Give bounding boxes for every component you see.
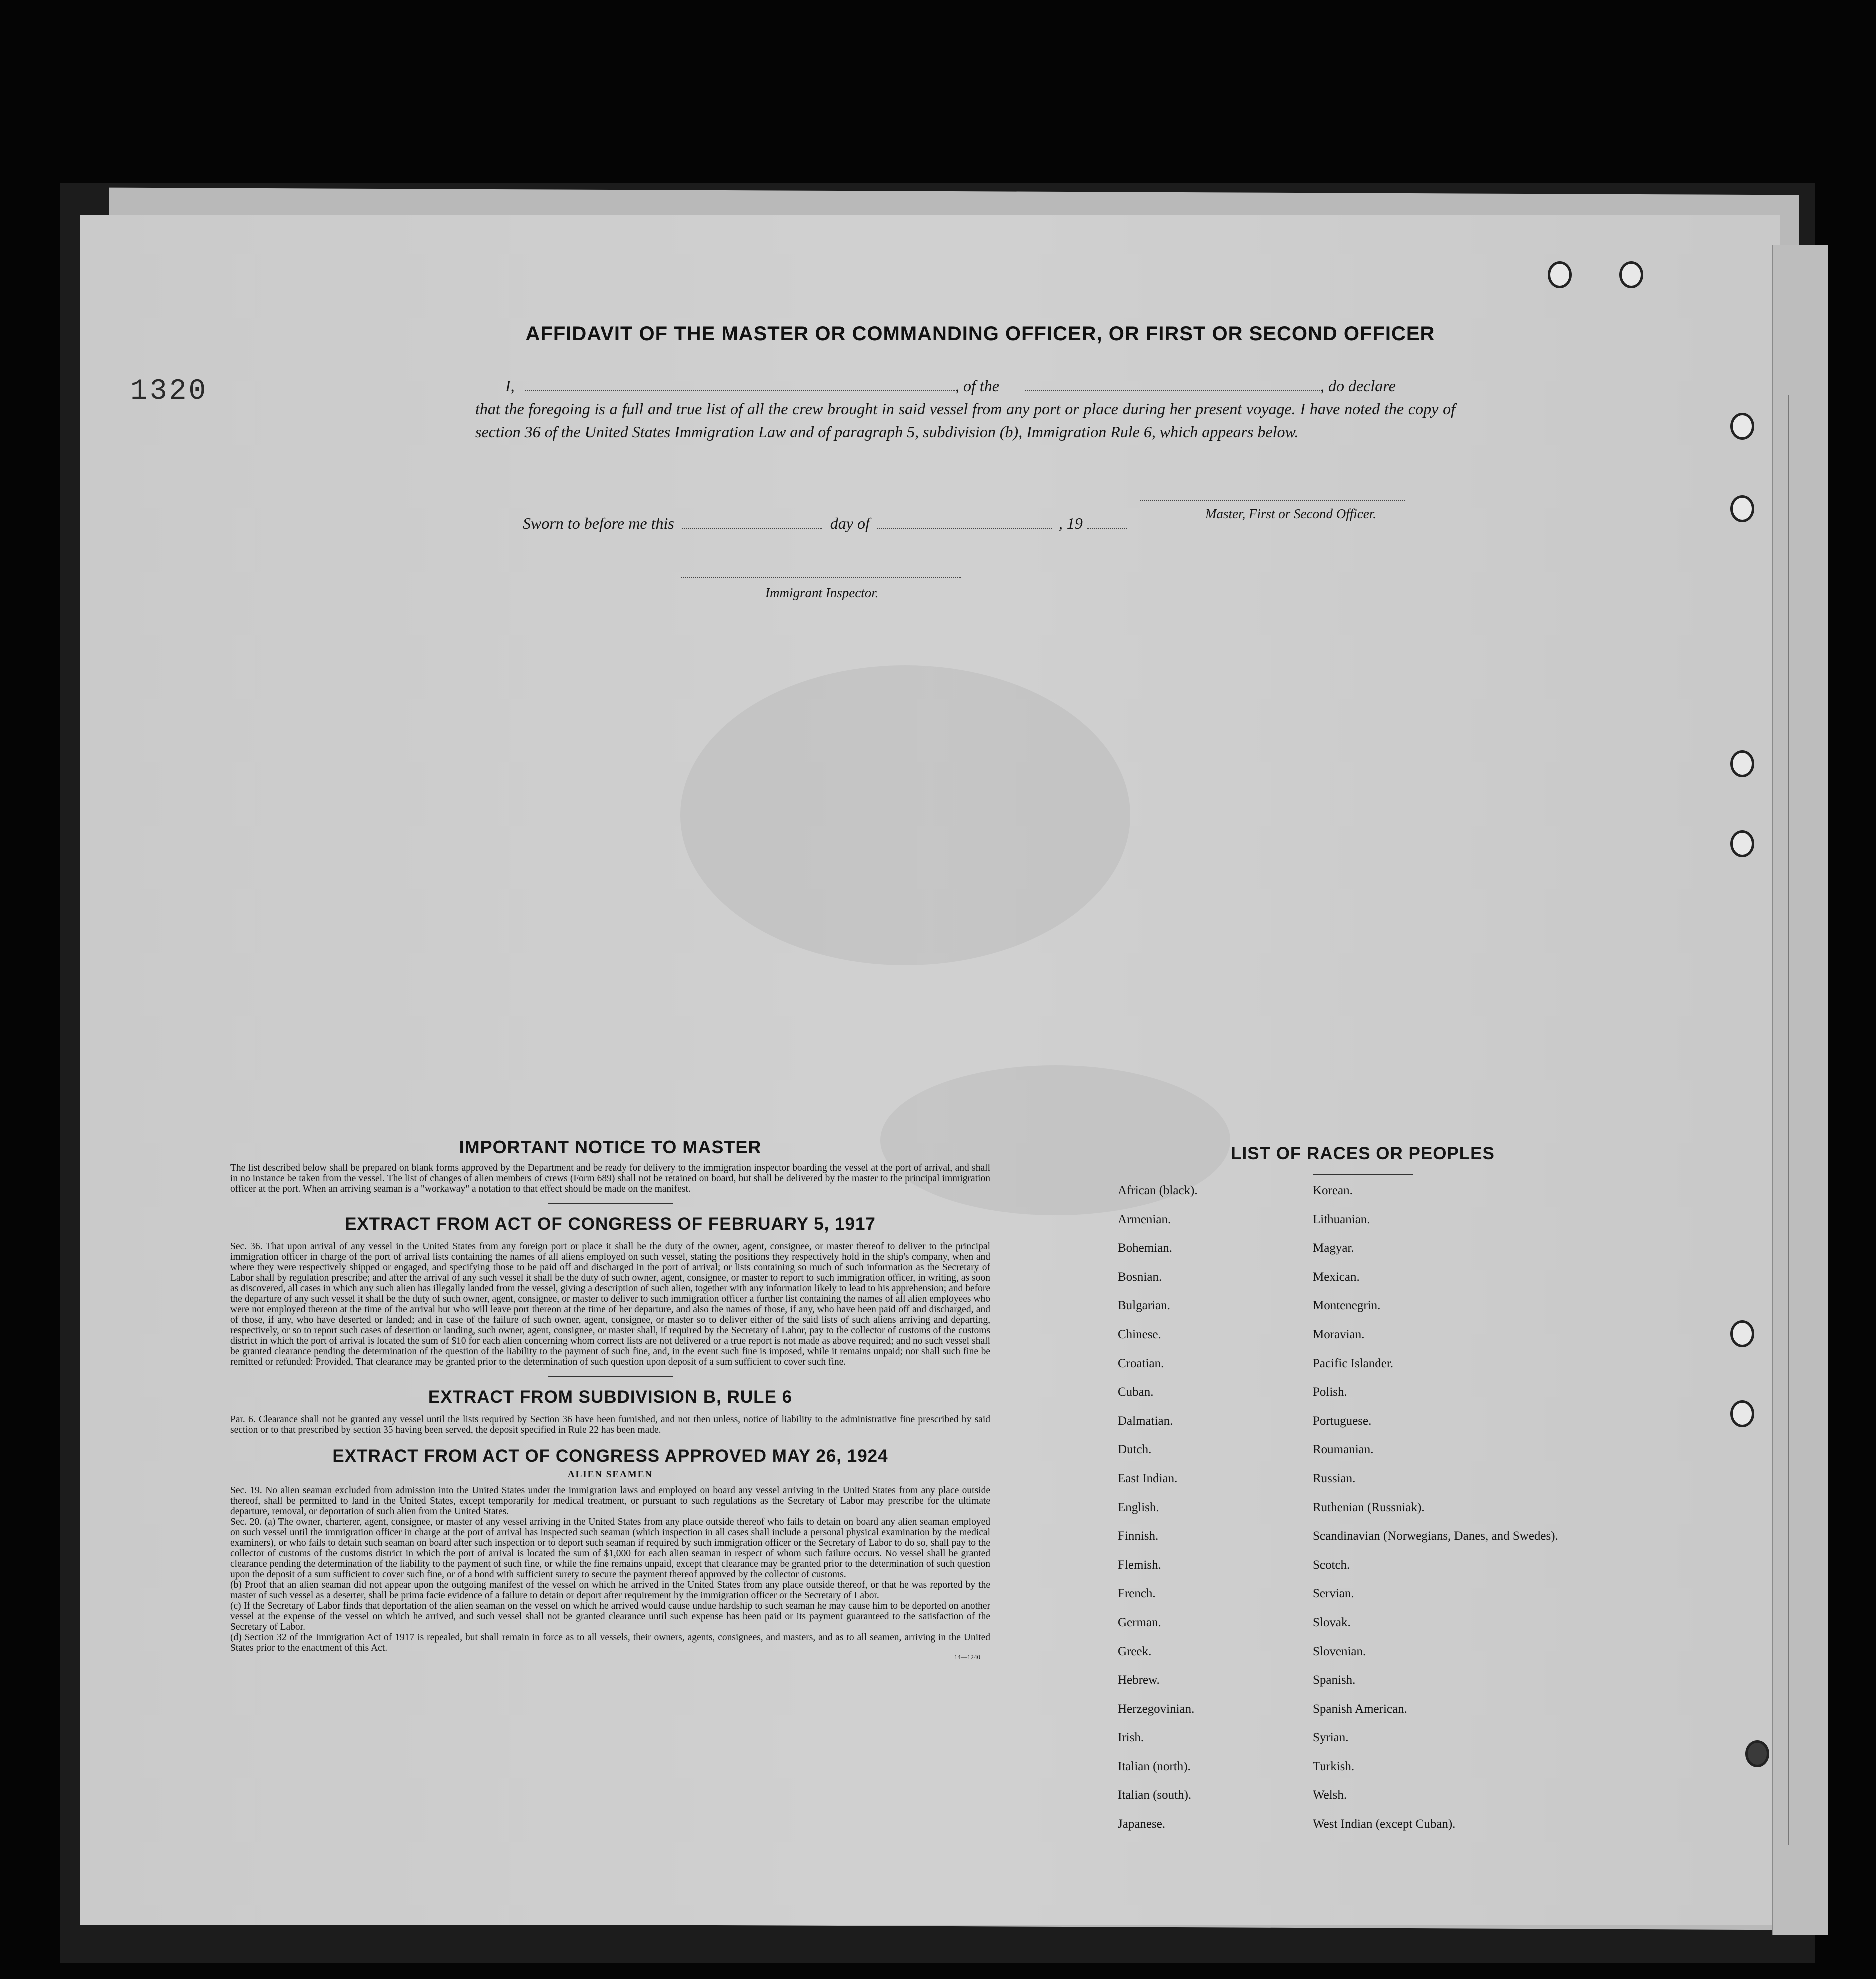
vessel-name-field[interactable] — [1025, 377, 1320, 391]
race-item: Welsh. — [1313, 1788, 1347, 1802]
punch-hole — [1548, 261, 1572, 288]
day-of-text: day of — [830, 514, 870, 532]
extract-1924-sec20a: Sec. 20. (a) The owner, charterer, agent, consignee, or master of any vessel arriving in the United States from any place outside thereof who fails to detain on board any alien seaman employed on such vessel until the immigration officer in charge at the port of arrival has inspected such seaman (which inspection in all cases shall include a personal physical examination by the medical examiners), or who fails to detain such seaman on board after such inspection or to deport such seaman if required by such immigration officer or the Secretary of Labor to do so, shall pay to the collector of customs of the customs district in which the port of arrival is located the sum of $1,000 for each alien seaman in respect of whom such failure occurs. No vessel shall be granted clearance pending the determination of the liability to the payment of such fine, or while the fine remains unpaid, except that clearance may be granted prior to the determination of such question upon the deposit of a sum sufficient to cover such fine, or of a bond with sufficient surety to secure the payment thereof approved by the collector of customs. — [230, 1517, 990, 1580]
race-item: Spanish. — [1313, 1673, 1356, 1687]
section-divider — [548, 1203, 673, 1204]
inspector-signature-line[interactable] — [681, 576, 961, 578]
race-item: Dalmatian. — [1118, 1414, 1173, 1428]
race-item: Italian (south). — [1118, 1788, 1192, 1802]
year-prefix: , 19 — [1058, 514, 1083, 532]
race-item: French. — [1118, 1587, 1156, 1601]
race-item: Flemish. — [1118, 1558, 1161, 1572]
race-item: West Indian (except Cuban). — [1313, 1817, 1456, 1831]
paper-stain — [680, 665, 1130, 965]
section-divider — [548, 1376, 673, 1377]
race-item: Bulgarian. — [1118, 1299, 1170, 1313]
race-item: Italian (north). — [1118, 1759, 1191, 1773]
notice-text: The list described below shall be prepared on blank forms approved by the Department and be ready for delivery to the immigration inspector boarding the vessel at the port of arrival, and shall in no instance be taken from the vessel. The list of changes of alien members of crews (Form 689) shall not be retained on board, but shall be delivered by the master to the principal immigration officer at the port. When an arriving seaman is a "workaway" a notation to that effect should be made on the manifest. — [230, 1163, 990, 1194]
race-item: Scotch. — [1313, 1558, 1350, 1572]
races-divider — [1313, 1174, 1413, 1175]
race-item: Syrian. — [1313, 1731, 1349, 1745]
declaration-line — [505, 374, 1455, 397]
race-item: Slovak. — [1313, 1615, 1351, 1629]
punch-hole — [1619, 261, 1643, 288]
races-columns — [1100, 1184, 1625, 1846]
race-item: Scandinavian (Norwegians, Danes, and Swedes). — [1313, 1529, 1558, 1543]
race-item: Pacific Islander. — [1313, 1356, 1394, 1370]
race-item: Cuban. — [1118, 1385, 1154, 1399]
race-item: Hebrew. — [1118, 1673, 1160, 1687]
race-item: Lithuanian. — [1313, 1212, 1370, 1226]
sworn-month-field[interactable] — [877, 515, 1052, 529]
race-item: Russian. — [1313, 1471, 1356, 1485]
race-item: Greek. — [1118, 1644, 1152, 1658]
race-item: Slovenian. — [1313, 1644, 1366, 1658]
extract-1924-sec20b: (b) Proof that an alien seaman did not appear upon the outgoing manifest of the vessel on which he arrived in the United States from any place outside thereof, or that he was reported by the master of such vessel as a deserter, shall be prima facie evidence of a failure to detain or deport after requirement by the immigration officer or the Secretary of Labor. — [230, 1580, 990, 1601]
right-page-edge — [1772, 245, 1828, 1935]
race-item: East Indian. — [1118, 1471, 1178, 1485]
races-left-column — [1100, 1184, 1313, 1846]
extract-1924-title: EXTRACT FROM ACT OF CONGRESS APPROVED MAY 26, 1924 — [332, 1446, 888, 1466]
race-item: Japanese. — [1118, 1817, 1166, 1831]
punch-hole — [1730, 495, 1754, 522]
race-item: German. — [1118, 1615, 1161, 1629]
alien-seamen-subhead: ALIEN SEAMEN — [567, 1469, 653, 1480]
extract-1917-text: Sec. 36. That upon arrival of any vessel in the United States from any foreign port or place it shall be the duty of the owner, agent, consignee, or master thereof to deliver to the principal immigration officer in charge of the port of arrival lists containing the names of all aliens employed on such vessel, stating the positions they respectively hold in the ship's company, when and where they were respectively shipped or engaged, and specifying those to be paid off and discharged in the port of arrival; or lists containing so much of such information as the Secretary of Labor shall by regulation prescribe; and after the arrival of any such vessel it shall be the duty of such owner, agent, consignee, or master to report to such immigration officer, in writing, as soon as discovered, all cases in which any such alien has illegally landed from the vessel, giving a description of such alien, together with any information likely to lead to his apprehension; and before the departure of any such vessel it shall be the duty of such owner, agent, consignee, or master to deliver to such immigration officer a further list containing the names of all alien employees who were not employed thereon at the time of the arrival but who will leave port thereon at the time of her departure, and also the names of those, if any, who have been paid off and discharged, and of those, if any, who have deserted or landed; and in case of the failure of such owner, agent, consignee, or master so to deliver either of the said lists of such aliens arriving and departing, respectively, or so to report such cases of desertion or landing, such owner, agent, consignee, or master shall, if required by the Secretary of Labor, pay to the collector of customs of the customs district in which the port of arrival is located the sum of $10 for each alien concerning whom correct lists are not delivered or a true report is not made as above required; and no such vessel shall be granted clearance pending the determination of the question of the liability to the payment of such fine, and, in the event such fine is imposed, while it remains unpaid; nor shall such fine be remitted or refunded: Provided, That clearance may be granted prior to the determination of such question upon deposit of a sum sufficient to cover such fine. — [230, 1241, 990, 1367]
affidavit-statement: that the foregoing is a full and true list of all the crew brought in said vessel from any port or place during her present voyage. I have noted the copy of section 36 of the United States Immigration Law and of paragraph 5, subdivision (b), Immigration Rule 6, which appears below. — [475, 400, 1455, 441]
race-item: Spanish American. — [1313, 1702, 1407, 1716]
of-the-text: , of the — [955, 377, 999, 395]
notice-section — [230, 1137, 990, 1661]
race-item: Irish. — [1118, 1731, 1144, 1745]
race-item: Finnish. — [1118, 1529, 1159, 1543]
race-item: Roumanian. — [1313, 1443, 1374, 1457]
inspector-label: Immigrant Inspector. — [765, 585, 879, 600]
edge-rule — [1788, 395, 1789, 1845]
race-item: Turkish. — [1313, 1759, 1355, 1773]
affidavit-title: AFFIDAVIT OF THE MASTER OR COMMANDING OFFICER, OR FIRST OR SECOND OFFICER — [525, 323, 1435, 345]
race-item: African (black). — [1118, 1184, 1198, 1197]
punch-hole — [1730, 1400, 1754, 1427]
sworn-line — [523, 514, 1127, 533]
extract-1924-sec20c: (c) If the Secretary of Labor finds that deportation of the alien seaman on the vessel on which he arrived would cause undue hardship to such seaman he may cause him to be deported on another vessel at the expense of the vessel on which he arrived, and such vessel shall not be granted clearance until such expense has been paid or its payment guaranteed to the satisfaction of the Secretary of Labor. — [230, 1601, 990, 1632]
extract-1917-title: EXTRACT FROM ACT OF CONGRESS OF FEBRUARY 5, 1917 — [345, 1214, 876, 1234]
extract-rule6-text: Par. 6. Clearance shall not be granted any vessel until the lists required by Section 36 have been furnished, and not then unless, notice of liability to the administrative fine prescribed by said section or to that prescribed by section 35 having been served, the deposit specified in Rule 22 has been made. — [230, 1414, 990, 1435]
punch-hole — [1730, 750, 1754, 777]
extract-rule6-title: EXTRACT FROM SUBDIVISION B, RULE 6 — [428, 1387, 793, 1407]
race-item: Herzegovinian. — [1118, 1702, 1195, 1716]
punch-hole — [1730, 1320, 1754, 1347]
races-right-column — [1313, 1184, 1613, 1846]
races-title: LIST OF RACES OR PEOPLES — [1231, 1144, 1495, 1163]
document-page — [80, 215, 1780, 1925]
race-item: Dutch. — [1118, 1443, 1152, 1457]
race-item: Bohemian. — [1118, 1241, 1173, 1255]
race-item: Chinese. — [1118, 1327, 1161, 1341]
declarant-prefix: I, — [505, 377, 515, 395]
race-item: Polish. — [1313, 1385, 1347, 1399]
master-signature-line[interactable] — [1140, 499, 1405, 501]
race-item: Croatian. — [1118, 1356, 1164, 1370]
stamp-number: 1320 — [130, 375, 208, 408]
race-item: Korean. — [1313, 1184, 1353, 1197]
notice-title: IMPORTANT NOTICE TO MASTER — [459, 1137, 762, 1157]
race-item: Montenegrin. — [1313, 1299, 1381, 1313]
declarant-name-field[interactable] — [525, 377, 955, 391]
form-number: 14—1240 — [954, 1653, 980, 1661]
race-item: Mexican. — [1313, 1270, 1360, 1284]
race-item: Magyar. — [1313, 1241, 1354, 1255]
race-item: Bosnian. — [1118, 1270, 1162, 1284]
punch-hole — [1745, 1740, 1769, 1767]
punch-hole — [1730, 830, 1754, 857]
sworn-year-field[interactable] — [1087, 515, 1127, 529]
sworn-day-field[interactable] — [682, 515, 822, 529]
race-item: Portuguese. — [1313, 1414, 1372, 1428]
punch-hole — [1730, 413, 1754, 440]
race-item: Moravian. — [1313, 1327, 1365, 1341]
race-item: Servian. — [1313, 1587, 1354, 1601]
extract-1924-sec19: Sec. 19. No alien seaman excluded from admission into the United States under the immigration laws and employed on board any vessel arriving in the United States from any place outside thereof, shall be permitted to land in the United States, except temporarily for medical treatment, or pursuant to such regulations as the Secretary of Labor may prescribe for the ultimate departure, removal, or deportation of such alien from the United States. — [230, 1485, 990, 1517]
extract-1924-sec20d: (d) Section 32 of the Immigration Act of 1917 is repealed, but shall remain in force as to all vessels, their owners, agents, consignees, and masters, and as to all seamen, arriving in the United States prior to the enactment of this Act. — [230, 1632, 990, 1653]
sworn-text: Sworn to before me this — [523, 514, 674, 532]
master-signature-label: Master, First or Second Officer. — [1205, 506, 1376, 521]
races-section — [1100, 1144, 1625, 1846]
do-declare-text: , do declare — [1320, 377, 1396, 395]
race-item: Armenian. — [1118, 1212, 1171, 1226]
race-item: English. — [1118, 1500, 1159, 1514]
race-item: Ruthenian (Russniak). — [1313, 1500, 1425, 1514]
